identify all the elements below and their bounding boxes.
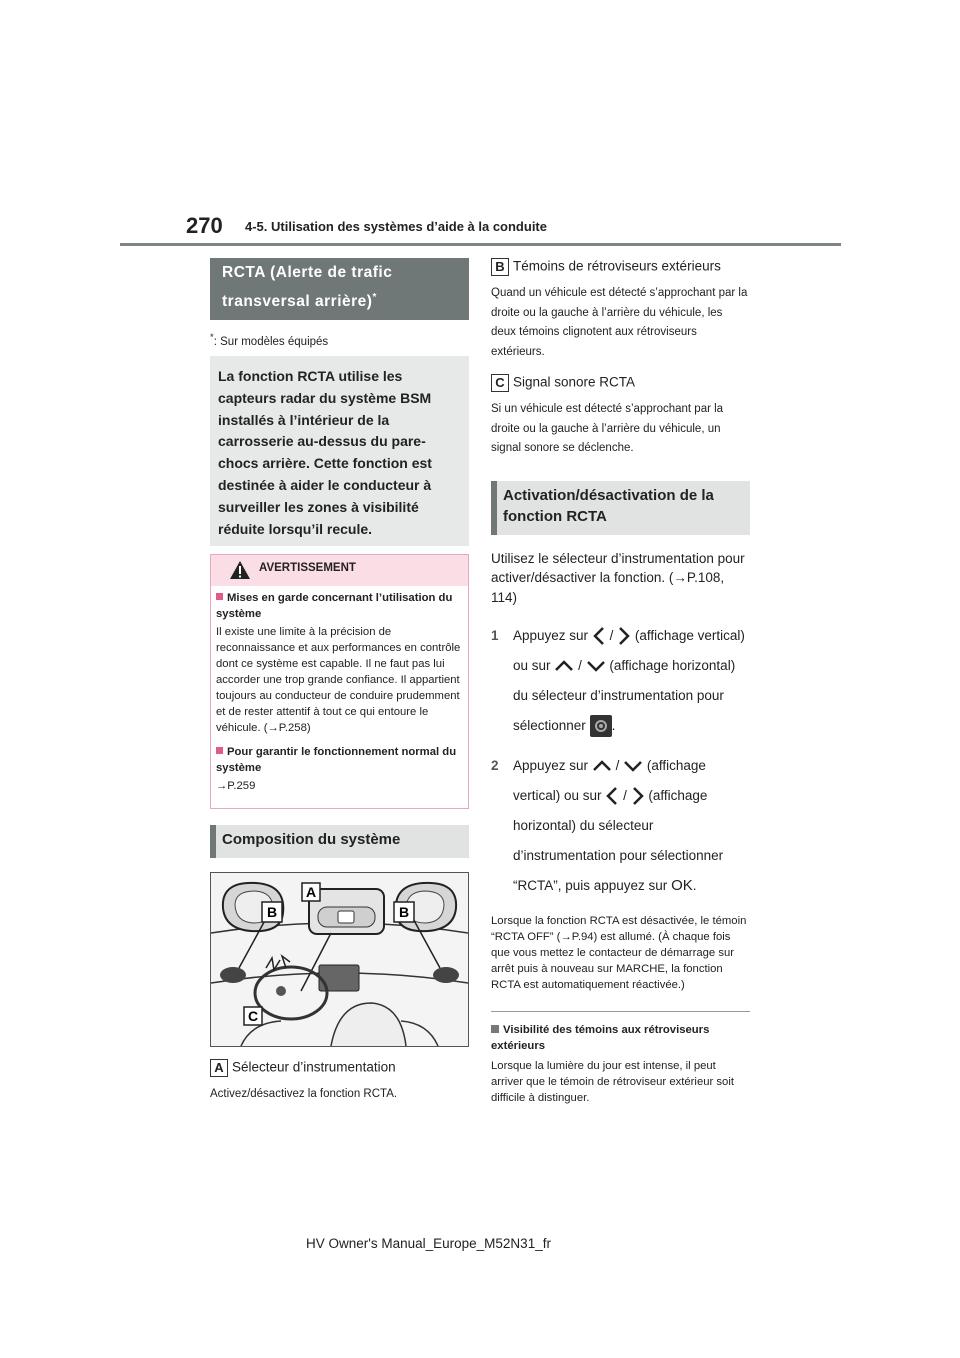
page-number: 270 [186, 213, 223, 238]
step-2: 2 Appuyez sur / (affichage vertical) ou sur / (affichage horizontal) du sélecteur d’instrumentation pour sélectionner “RCTA”, puis appuyez sur OK. [491, 758, 724, 894]
visibility-heading: Visibilité des témoins aux rétroviseurs extérieurs [491, 1024, 710, 1052]
header-rule [120, 243, 841, 246]
intro-box: La fonction RCTA utilise les capteurs radar du système BSM installés à l’intérieur de la carrosserie au-dessus du pare-chocs arrière. Cette fonction est destinée à aider le conducteur à surveiller les zones à visibilité réduite lorsqu’il recule. [210, 356, 469, 546]
figure-label-b-right: B [398, 904, 410, 921]
activation-heading: Activation/désactivation de la fonction RCTA [491, 481, 750, 535]
composition-heading: Composition du système [210, 825, 469, 858]
bullet-square-icon [216, 747, 223, 754]
chevron-up-icon [592, 759, 612, 773]
ok-button-icon: OK [671, 877, 693, 894]
warning-text-1: Il existe une limite à la précision de reconnaissance et aux performances en contrôle dont ce système est capable. Il ne faut pas lui accorder une trop grande confiance. Il appartient toujours au conducteur de conduire prudemment et de rester attentif à tout ce qui entoure le véhicule. (→P.258) [216, 626, 461, 735]
visibility-text: Lorsque la lumière du jour est intense, il peut arriver que le témoin de rétroviseur extérieur soit difficile à distinguer. [491, 1060, 734, 1104]
gear-icon [590, 715, 612, 737]
figure-label-c: C [247, 1008, 259, 1025]
item-c: C Signal sonore RCTA [491, 374, 750, 392]
figure-label-a: A [305, 884, 317, 901]
figure-label-b-left: B [266, 904, 278, 921]
step-1: 1 Appuyez sur / (affichage vertical) ou sur / (affichage horizontal) du sélecteur d’instrumentation pour sélectionner . [491, 621, 750, 741]
chevron-down-icon [623, 759, 643, 773]
activation-intro: Utilisez le sélecteur d’instrumentation pour activer/désactiver la fonction. (→P.108, 114) [491, 550, 745, 605]
warning-title: AVERTISSEMENT [259, 562, 356, 575]
item-a: A Sélecteur d’instrumentation [210, 1059, 469, 1077]
section-title: 4-5. Utilisation des systèmes d’aide à la conduite [245, 219, 547, 234]
left-column [210, 258, 469, 1105]
chevron-down-icon [586, 659, 606, 673]
chevron-up-icon [554, 659, 574, 673]
chevron-right-icon [617, 626, 631, 646]
item-a-text: Activez/désactivez la fonction RCTA. [210, 1088, 398, 1101]
rcta-off-note: Lorsque la fonction RCTA est désactivée, le témoin “RCTA OFF” (→P.94) est allumé. (À chaque fois que vous mettez le contacteur de démarrage sur arrêt puis à nouveau sur MARCHE, la fonction RCTA est automatiquement réactivée.) [491, 915, 747, 991]
chevron-left-icon [592, 626, 606, 646]
bullet-square-icon [216, 593, 223, 600]
rcta-heading: RCTA (Alerte de trafic transversal arrière)* [210, 258, 469, 320]
chevron-left-icon [605, 786, 619, 806]
system-figure [210, 872, 469, 1047]
bullet-square-icon [491, 1025, 499, 1033]
dashboard-illustration [211, 873, 468, 1046]
warning-box: AVERTISSEMENT Mises en garde concernant l’utilisation du système Il existe une limite à la précision de reconnaissance et aux performances en contrôle dont ce système est capable. Il ne faut pas lui accorder une trop grande confiance. Il appartient toujours au conducteur de conduire prudemment et de rester attentif à tout ce qui entoure le véhicule. (→P.258) Pour garantir le fonctionnement normal du système →P.259 [210, 554, 469, 809]
item-b: B Témoins de rétroviseurs extérieurs [491, 258, 750, 276]
item-c-text: Si un véhicule est détecté s’approchant par la droite ou la gauche à l’arrière du véhicule, un signal sonore se déclenche. [491, 403, 724, 454]
footnote: *: Sur modèles équipés [210, 332, 329, 348]
right-column [491, 258, 750, 1106]
divider [491, 1011, 750, 1012]
chevron-right-icon [631, 786, 645, 806]
footer: HV Owner's Manual_Europe_M52N31_fr [306, 1236, 551, 1251]
warning-ref-2: →P.259 [216, 780, 256, 793]
item-b-text: Quand un véhicule est détecté s’approchant par la droite ou la gauche à l’arrière du véhicule, les deux témoins clignotent aux rétroviseurs extérieurs. [491, 287, 748, 358]
warning-icon [229, 560, 251, 580]
